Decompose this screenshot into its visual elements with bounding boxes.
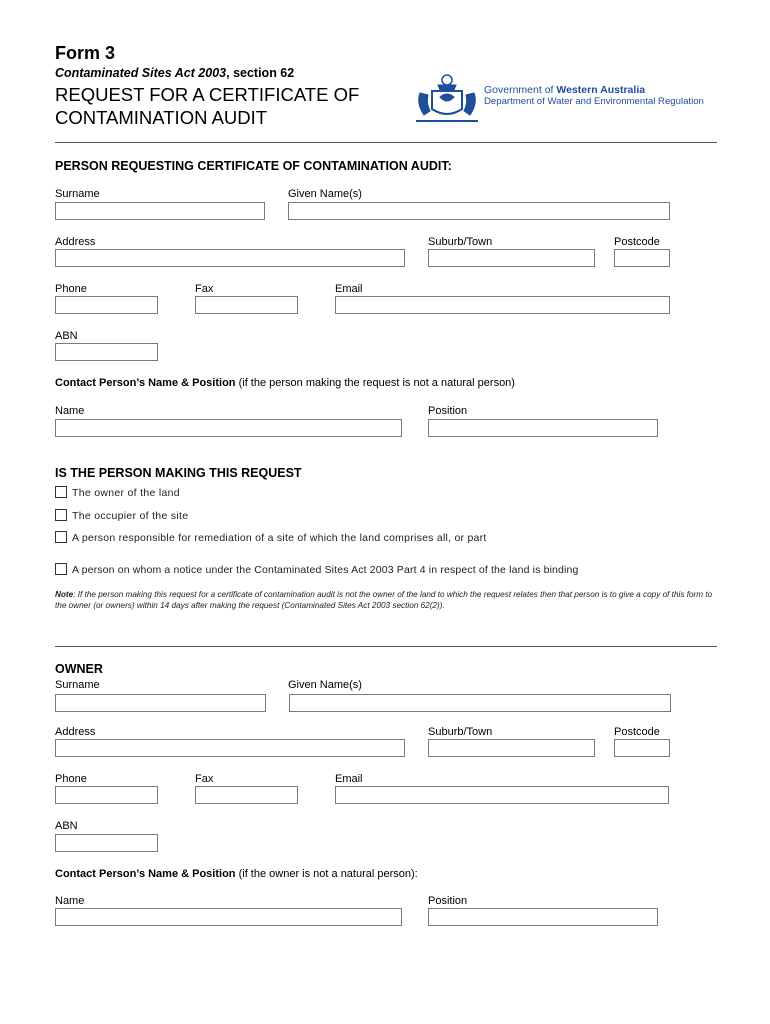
option-owner-label: The owner of the land: [72, 487, 180, 499]
surname-field[interactable]: [55, 202, 265, 220]
contact-name-label: Name: [55, 405, 85, 417]
owner-given-name-label: Given Name(s): [288, 679, 362, 691]
notice-checkbox[interactable]: [55, 563, 67, 575]
owner-fax-label: Fax: [195, 773, 214, 785]
request-type-heading: IS THE PERSON MAKING THIS REQUEST: [55, 466, 302, 480]
contact-person-bold: Contact Person’s Name & Position: [55, 377, 236, 389]
contact-person-label: [55, 377, 515, 389]
owner-checkbox[interactable]: [55, 486, 67, 498]
option-remediation-label: A person responsible for remediation of a site of which the land comprises all, or part: [72, 532, 487, 544]
given-name-field[interactable]: [288, 202, 670, 220]
owner-contact-name-label: Name: [55, 895, 85, 907]
divider-top: [55, 142, 717, 143]
given-name-label: Given Name(s): [288, 188, 362, 200]
owner-contact-name-field[interactable]: [55, 908, 402, 926]
owner-phone-label: Phone: [55, 773, 87, 785]
owner-postcode-field[interactable]: [614, 739, 670, 757]
contact-name-field[interactable]: [55, 419, 402, 437]
email-field[interactable]: [335, 296, 670, 314]
owner-email-field[interactable]: [335, 786, 669, 804]
wa-crest-logo: [414, 73, 480, 125]
owner-fax-field[interactable]: [195, 786, 298, 804]
abn-label: ABN: [55, 330, 78, 342]
contact-position-label: Position: [428, 405, 468, 417]
government-name: [484, 84, 645, 96]
owner-address-field[interactable]: [55, 739, 405, 757]
contact-position-field[interactable]: [428, 419, 658, 437]
suburb-field[interactable]: [428, 249, 595, 267]
abn-field[interactable]: [55, 343, 158, 361]
owner-surname-field[interactable]: [55, 694, 266, 712]
owner-abn-field[interactable]: [55, 834, 158, 852]
gov-state: Western Australia: [556, 84, 646, 96]
address-label: Address: [55, 236, 96, 248]
owner-contact-position-field[interactable]: [428, 908, 658, 926]
postcode-label: Postcode: [614, 236, 660, 248]
postcode-field[interactable]: [614, 249, 670, 267]
fax-field[interactable]: [195, 296, 298, 314]
suburb-label: Suburb/Town: [428, 236, 493, 248]
act-reference: [55, 66, 294, 80]
owner-postcode-label: Postcode: [614, 726, 660, 738]
email-label: Email: [335, 283, 363, 295]
remediation-checkbox[interactable]: [55, 531, 67, 543]
fax-label: Fax: [195, 283, 214, 295]
owner-abn-label: ABN: [55, 820, 78, 832]
form-number: Form 3: [55, 43, 116, 63]
title-line-2: CONTAMINATION AUDIT: [55, 107, 268, 128]
phone-field[interactable]: [55, 296, 158, 314]
page-title: [55, 83, 359, 129]
divider-owner: [55, 646, 717, 647]
phone-label: Phone: [55, 283, 87, 295]
owner-contact-position-label: Position: [428, 895, 468, 907]
gov-prefix: Government of: [484, 84, 557, 96]
owner-suburb-field[interactable]: [428, 739, 595, 757]
owner-address-label: Address: [55, 726, 96, 738]
owner-surname-label: Surname: [55, 679, 100, 691]
title-line-1: REQUEST FOR A CERTIFICATE OF: [55, 84, 360, 105]
owner-contact-person-note: (if the owner is not a natural person):: [235, 868, 418, 880]
note-text: : If the person making this request for a certificate of contamination audit is not the owner of the land to which the request relates then that person is to give a copy of this form to the owner (or owners) within 14 days after making the request (Contaminated Sites Act 2003 section 62(2)).: [55, 590, 713, 610]
act-name: Contaminated Sites Act 2003: [55, 66, 227, 80]
option-occupier-label: The occupier of the site: [72, 510, 189, 522]
act-section: , section 62: [226, 66, 295, 80]
address-field[interactable]: [55, 249, 405, 267]
owner-heading: OWNER: [55, 662, 103, 676]
contact-person-note: (if the person making the request is not a natural person): [235, 377, 515, 389]
surname-label: Surname: [55, 188, 100, 200]
owner-contact-person-label: [55, 868, 418, 880]
owner-suburb-label: Suburb/Town: [428, 726, 493, 738]
department-name: Department of Water and Environmental Regulation: [484, 96, 704, 107]
requester-heading: PERSON REQUESTING CERTIFICATE OF CONTAMINATION AUDIT:: [55, 159, 452, 173]
owner-phone-field[interactable]: [55, 786, 158, 804]
option-notice-label: A person on whom a notice under the Contaminated Sites Act 2003 Part 4 in respect of the land is binding: [72, 564, 579, 576]
owner-contact-person-bold: Contact Person’s Name & Position: [55, 868, 236, 880]
owner-email-label: Email: [335, 773, 363, 785]
occupier-checkbox[interactable]: [55, 509, 67, 521]
owner-given-name-field[interactable]: [289, 694, 671, 712]
note-label: Note: [55, 590, 74, 599]
request-note: [55, 589, 720, 611]
